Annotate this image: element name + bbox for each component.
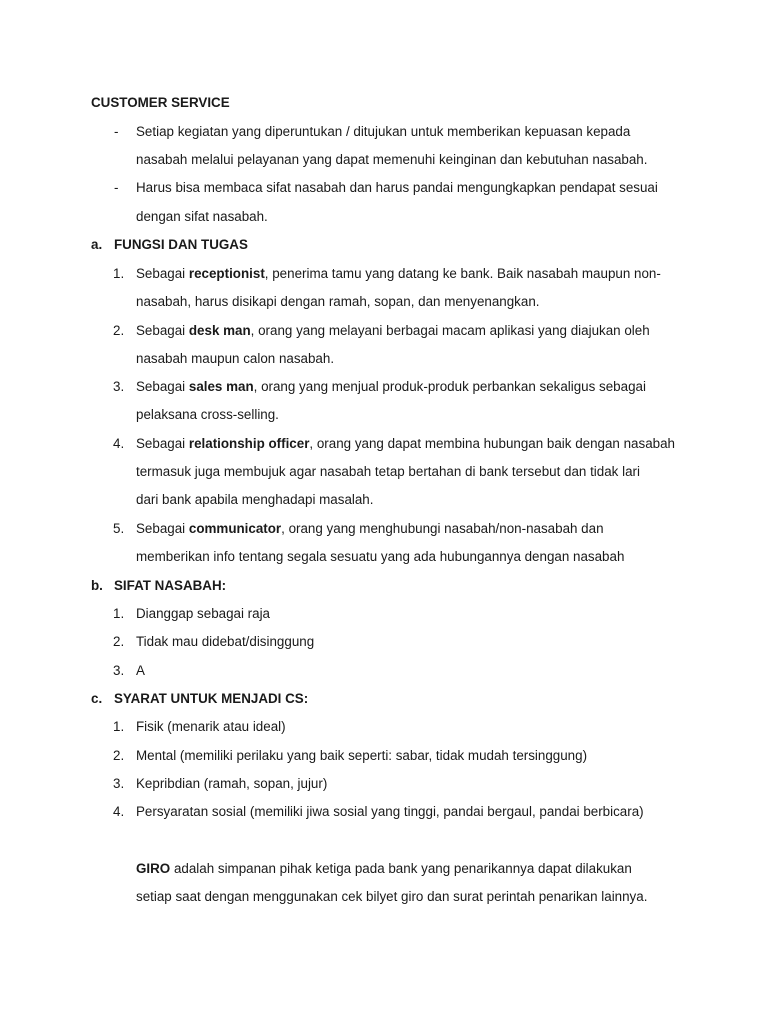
- giro-definition: adalah simpanan pihak ketiga pada bank yang penarikannya dapat dilakukan: [170, 861, 632, 876]
- fungsi-item-1: [136, 265, 661, 283]
- giro-term: GIRO: [136, 861, 171, 876]
- fungsi-item-1-cont: nasabah, harus disikapi dengan ramah, sopan, dan menyenangkan.: [136, 294, 540, 309]
- list-number: 2.: [113, 634, 125, 649]
- item-term: receptionist: [188, 266, 265, 281]
- intro-2-line-1: Harus bisa membaca sifat nasabah dan harus pandai mengungkapkan pendapat sesuai: [136, 180, 658, 195]
- section-c-marker: c.: [91, 691, 103, 706]
- list-number: 2.: [113, 323, 125, 338]
- sifat-item-1: Dianggap sebagai raja: [136, 606, 271, 621]
- list-number: 1.: [113, 719, 125, 734]
- syarat-item-1: Fisik (menarik atau ideal): [136, 719, 286, 734]
- fungsi-item-3: [136, 378, 646, 396]
- section-b-marker: b.: [91, 578, 103, 593]
- section-a-heading: FUNGSI DAN TUGAS: [114, 237, 248, 252]
- list-number: 1.: [113, 606, 125, 621]
- section-b-heading: SIFAT NASABAH:: [114, 578, 227, 593]
- fungsi-item-4-cont-2: dari bank apabila menghadapi masalah.: [136, 492, 374, 507]
- item-suffix: , orang yang menjual produk-produk perbankan sekaligus sebagai: [253, 379, 646, 394]
- fungsi-item-4: [136, 435, 675, 453]
- item-suffix: , orang yang dapat membina hubungan baik dengan nasabah: [309, 436, 675, 451]
- syarat-item-2: Mental (memiliki perilaku yang baik seperti: sabar, tidak mudah tersinggung): [136, 748, 588, 763]
- item-prefix: Sebagai: [136, 521, 189, 536]
- list-number: 3.: [113, 776, 125, 791]
- fungsi-item-4-cont-1: termasuk juga membujuk agar nasabah tetap bertahan di bank tersebut dan tidak lari: [136, 464, 640, 479]
- list-number: 3.: [113, 663, 125, 678]
- section-c-heading: SYARAT UNTUK MENJADI CS:: [114, 691, 309, 706]
- list-number: 5.: [113, 521, 125, 536]
- item-term: desk man: [188, 323, 251, 338]
- fungsi-item-2: [136, 322, 650, 340]
- giro-paragraph-line-1: [136, 860, 632, 878]
- syarat-item-4: Persyaratan sosial (memiliki jiwa sosial yang tinggi, pandai bergaul, pandai berbicara): [136, 804, 644, 819]
- item-suffix: , orang yang menghubungi nasabah/non-nasabah dan: [281, 521, 604, 536]
- item-suffix: , orang yang melayani berbagai macam aplikasi yang diajukan oleh: [250, 323, 650, 338]
- list-number: 2.: [113, 748, 125, 763]
- section-a-marker: a.: [91, 237, 103, 252]
- item-suffix: , penerima tamu yang datang ke bank. Baik nasabah maupun non-: [264, 266, 661, 281]
- fungsi-item-3-cont: pelaksana cross-selling.: [136, 407, 279, 422]
- syarat-item-3: Kepribdian (ramah, sopan, jujur): [136, 776, 328, 791]
- fungsi-item-5-cont: memberikan info tentang segala sesuatu yang ada hubungannya dengan nasabah: [136, 549, 625, 564]
- fungsi-item-2-cont: nasabah maupun calon nasabah.: [136, 351, 335, 366]
- fungsi-item-5: [136, 520, 604, 538]
- item-prefix: Sebagai: [136, 266, 189, 281]
- sifat-item-3: A: [136, 663, 145, 678]
- giro-paragraph-line-2: setiap saat dengan menggunakan cek bilyet giro dan surat perintah penarikan lainnya.: [136, 889, 648, 904]
- document-title: CUSTOMER SERVICE: [91, 95, 230, 110]
- list-number: 4.: [113, 436, 125, 451]
- item-prefix: Sebagai: [136, 436, 189, 451]
- item-prefix: Sebagai: [136, 379, 189, 394]
- list-number: 3.: [113, 379, 125, 394]
- bullet-dash: -: [114, 124, 119, 139]
- list-number: 1.: [113, 266, 125, 281]
- item-term: relationship officer: [188, 436, 310, 451]
- intro-1-line-2: nasabah melalui pelayanan yang dapat memenuhi keinginan dan kebutuhan nasabah.: [136, 152, 648, 167]
- intro-1-line-1: Setiap kegiatan yang diperuntukan / ditujukan untuk memberikan kepuasan kepada: [136, 124, 631, 139]
- item-term: communicator: [188, 521, 282, 536]
- item-prefix: Sebagai: [136, 323, 189, 338]
- list-number: 4.: [113, 804, 125, 819]
- sifat-item-2: Tidak mau didebat/disinggung: [136, 634, 315, 649]
- intro-2-line-2: dengan sifat nasabah.: [136, 209, 268, 224]
- bullet-dash: -: [114, 180, 119, 195]
- item-term: sales man: [188, 379, 254, 394]
